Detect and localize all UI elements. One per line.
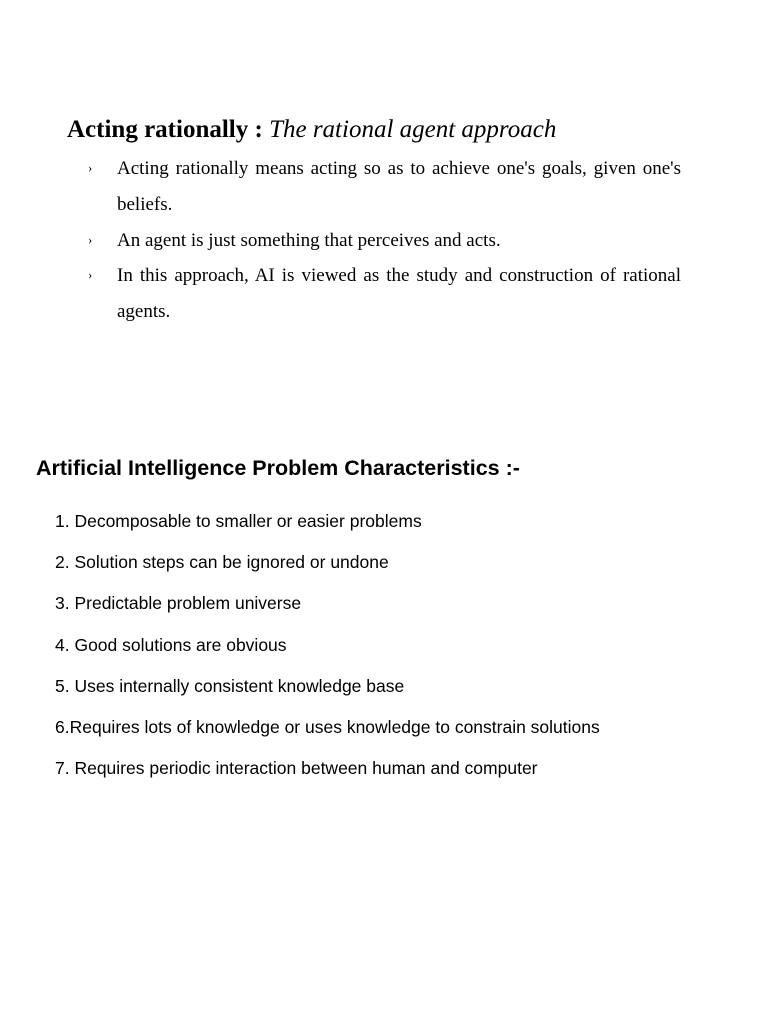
list-item: 4. Good solutions are obvious bbox=[55, 634, 287, 655]
list-item: 5. Uses internally consistent knowledge base bbox=[55, 675, 405, 696]
characteristics-list bbox=[55, 509, 600, 797]
characteristics-heading: Artificial Intelligence Problem Characteristics :- bbox=[36, 456, 520, 480]
list-item: 3. Predictable problem universe bbox=[55, 593, 302, 614]
list-item: 2. Solution steps can be ignored or undone bbox=[55, 552, 389, 573]
bullet-text: Acting rationally means acting so as to achieve one's goals, given one's beliefs. bbox=[117, 158, 681, 215]
bullet-arrow-icon: › bbox=[88, 267, 93, 282]
bullet-arrow-icon: › bbox=[88, 232, 93, 247]
list-item: 1. Decomposable to smaller or easier problems bbox=[55, 511, 422, 531]
bullet-text: In this approach, AI is viewed as the study and construction of rational agents. bbox=[117, 265, 681, 322]
list-item: 7. Requires periodic interaction between human and computer bbox=[55, 758, 538, 779]
rational-agent-heading bbox=[67, 114, 556, 146]
list-item: 6.Requires lots of knowledge or uses knowledge to constrain solutions bbox=[55, 716, 600, 737]
bullet-text: An agent is just something that perceives and acts. bbox=[117, 230, 501, 251]
heading-italic-part: The rational agent approach bbox=[269, 116, 557, 143]
heading-bold-part: Acting rationally : bbox=[67, 116, 263, 143]
bullet-arrow-icon: › bbox=[88, 160, 93, 175]
